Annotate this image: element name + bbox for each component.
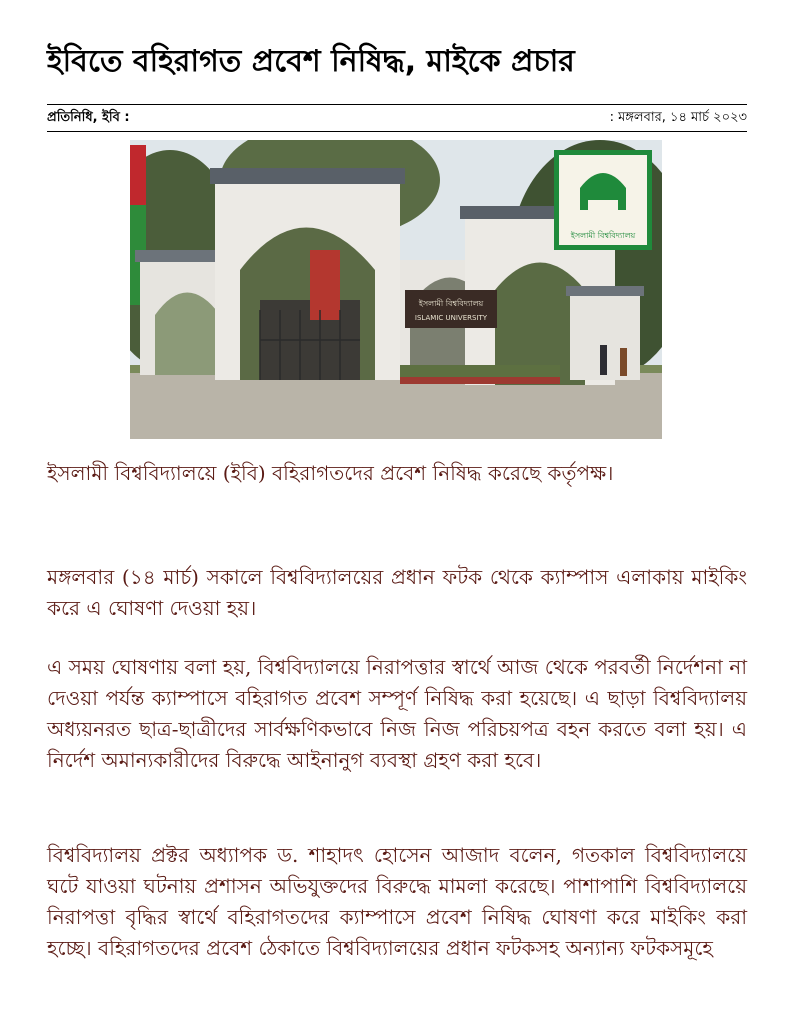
byline-bar <box>47 104 747 132</box>
article-paragraph-1: ইসলামী বিশ্ববিদ্যালয়ে (ইবি) বহিরাগতদের প্রবেশ নিষিদ্ধ করেছে কর্তৃপক্ষ। <box>47 461 614 485</box>
article-paragraph-2: মঙ্গলবার (১৪ মার্চ) সকালে বিশ্ববিদ্যালয়ের প্রধান ফটক থেকে ক্যাম্পাস এলাকায় মাইকিং করে এ ঘোষণা দেওয়া হয়। <box>47 565 747 620</box>
logo-text: ইসলামী বিশ্ববিদ্যালয় <box>570 231 636 240</box>
photo-person <box>600 345 607 375</box>
article-paragraph-3: এ সময় ঘোষণায় বলা হয়, বিশ্ববিদ্যালয়ে নিরাপত্তার স্বার্থে আজ থেকে পরবর্তী নির্দেশনা না দেওয়া পর্যন্ত ক্যাম্পাসে বহিরাগত প্রবেশ সম্পূর্ণ নিষিদ্ধ করা হয়েছে। এ ছাড়া বিশ্ববিদ্যালয় অধ্যয়নরত ছাত্র-ছাত্রীদের সার্বক্ষণিকভাবে নিজ নিজ পরিচয়পত্র বহন করতে বলা হয়। এ নির্দেশ অমান্যকারীদের বিরুদ্ধে আইনানুগ ব্যবস্থা গ্রহণ করা হবে। <box>47 655 747 772</box>
photo-flowerbed <box>400 365 560 379</box>
gate-sign-bangla: ইসলামী বিশ্ববিদ্যালয় <box>418 299 484 308</box>
byline-author: প্রতিনিধি, ইবি : <box>47 109 130 125</box>
article-paragraph-4: বিশ্ববিদ্যালয় প্রক্টর অধ্যাপক ড. শাহাদৎ হোসেন আজাদ বলেন, গতকাল বিশ্ববিদ্যালয়ে ঘটে যাওয়া ঘটনায় প্রশাসন অভিযুক্তদের বিরুদ্ধে মামলা করেছে। পাশাপাশি বিশ্ববিদ্যালয়ে নিরাপত্তা বৃদ্ধির স্বার্থে বহিরাগতদের ক্যাম্পাসে প্রবেশ নিষিদ্ধ ঘোষণা করে মাইকিং করা হচ্ছে। বহিরাগতদের প্রবেশ ঠেকাতে বিশ্ববিদ্যালয়ের প্রধান ফটকসহ অন্যান্য ফটকসমূহে <box>47 843 747 960</box>
photo-gate-sign <box>405 290 497 328</box>
article-headline: ইবিতে বহিরাগত প্রবেশ নিষিদ্ধ, মাইকে প্রচার <box>47 44 575 79</box>
byline-date: : মঙ্গলবার, ১৪ মার্চ ২০২৩ <box>609 109 747 125</box>
article-photo <box>130 140 662 439</box>
gate-sign-english: ISLAMIC UNIVERSITY <box>414 314 488 322</box>
